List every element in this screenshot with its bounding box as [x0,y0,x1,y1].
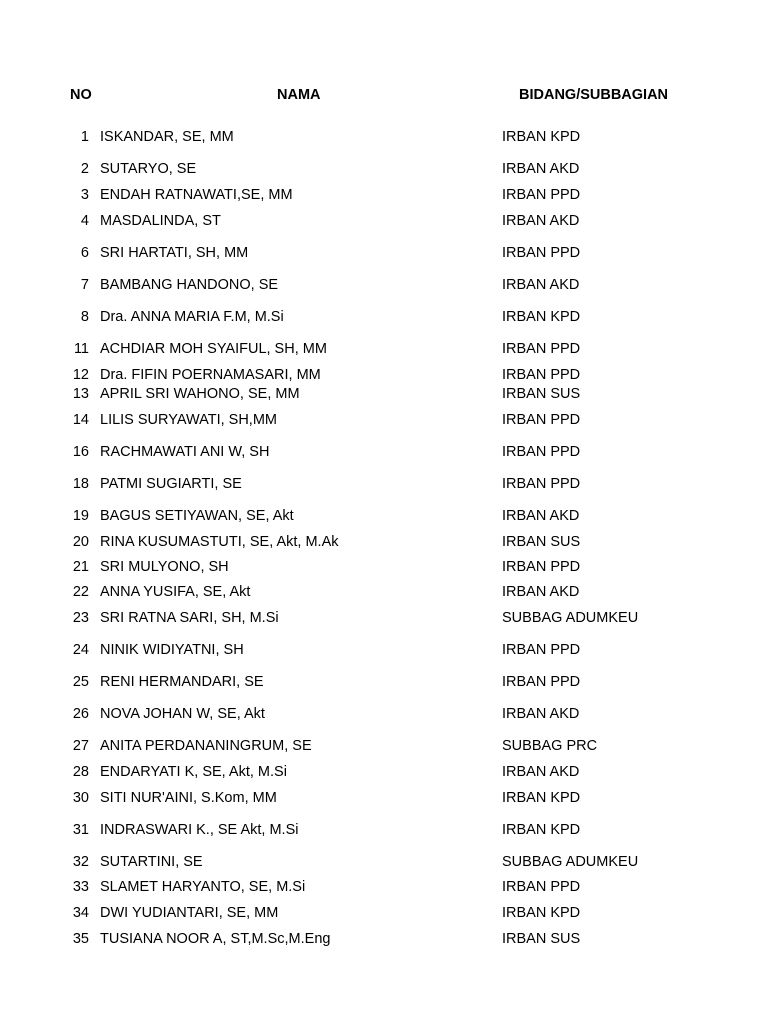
row-name: SRI MULYONO, SH [100,559,229,575]
row-name: SRI RATNA SARI, SH, M.Si [100,610,279,626]
row-number: 24 [72,642,89,658]
row-number: 27 [72,738,89,754]
row-name: APRIL SRI WAHONO, SE, MM [100,386,300,402]
row-number: 11 [73,341,89,357]
table-row [0,186,768,204]
row-number: 26 [72,706,89,722]
row-number: 30 [72,790,89,806]
row-number: 12 [72,367,89,383]
table-row [0,821,768,839]
row-division: IRBAN PPD [502,367,581,383]
row-name: ACHDIAR MOH SYAIFUL, SH, MM [100,341,327,357]
row-number: 19 [72,508,89,524]
row-name: PATMI SUGIARTI, SE [100,476,242,492]
table-row [0,789,768,807]
row-division: IRBAN KPD [502,790,581,806]
row-division: IRBAN PPD [502,187,581,203]
row-division: IRBAN KPD [502,822,581,838]
row-division: IRBAN SUS [502,534,581,550]
row-division: IRBAN AKD [502,764,580,780]
row-number: 4 [80,213,89,229]
table-row [0,641,768,659]
row-number: 13 [72,386,89,402]
row-number: 14 [72,412,89,428]
row-name: BAGUS SETIYAWAN, SE, Akt [100,508,294,524]
row-division: SUBBAG PRC [502,738,598,754]
row-name: ENDARYATI K, SE, Akt, M.Si [100,764,287,780]
table-row [0,507,768,525]
column-header-bidang: BIDANG/SUBBAGIAN [519,87,669,103]
row-division: IRBAN AKD [502,161,580,177]
table-row [0,212,768,230]
row-name: ANNA YUSIFA, SE, Akt [100,584,251,600]
row-number: 21 [72,559,89,575]
row-name: ISKANDAR, SE, MM [100,129,234,145]
row-name: SITI NUR'AINI, S.Kom, MM [100,790,277,806]
row-name: ANITA PERDANANINGRUM, SE [100,738,312,754]
row-division: IRBAN PPD [502,245,581,261]
row-name: NOVA JOHAN W, SE, Akt [100,706,265,722]
column-header-no: NO [70,87,92,103]
row-division: IRBAN AKD [502,277,580,293]
row-division: IRBAN AKD [502,508,580,524]
row-name: ENDAH RATNAWATI,SE, MM [100,187,293,203]
row-name: TUSIANA NOOR A, ST,M.Sc,M.Eng [100,931,331,947]
row-name: RACHMAWATI ANI W, SH [100,444,270,460]
table-row [0,308,768,326]
row-number: 8 [80,309,89,325]
row-number: 2 [80,161,89,177]
table-row [0,475,768,493]
row-division: IRBAN SUS [502,386,581,402]
row-division: IRBAN KPD [502,905,581,921]
row-number: 6 [80,245,89,261]
table-row [0,583,768,601]
row-name: DWI YUDIANTARI, SE, MM [100,905,279,921]
row-division: IRBAN PPD [502,879,581,895]
table-row [0,878,768,896]
column-header-nama: NAMA [277,87,321,103]
row-name: SRI HARTATI, SH, MM [100,245,249,261]
table-row [0,673,768,691]
row-number: 35 [72,931,89,947]
table-row [0,340,768,358]
table-row [0,904,768,922]
row-number: 32 [72,854,89,870]
row-division: IRBAN PPD [502,559,581,575]
table-row [0,385,768,403]
row-division: IRBAN AKD [502,213,580,229]
table-row [0,443,768,461]
table-row [0,930,768,948]
row-number: 18 [72,476,89,492]
row-division: IRBAN PPD [502,674,581,690]
row-name: SUTARTINI, SE [100,854,203,870]
table-row [0,853,768,871]
row-number: 7 [80,277,89,293]
row-division: IRBAN PPD [502,444,581,460]
row-name: BAMBANG HANDONO, SE [100,277,279,293]
row-division: IRBAN PPD [502,642,581,658]
row-name: SLAMET HARYANTO, SE, M.Si [100,879,306,895]
row-name: NINIK WIDIYATNI, SH [100,642,244,658]
row-division: IRBAN PPD [502,341,581,357]
row-name: Dra. ANNA MARIA F.M, M.Si [100,309,284,325]
row-name: MASDALINDA, ST [100,213,221,229]
table-row [0,705,768,723]
row-name: INDRASWARI K., SE Akt, M.Si [100,822,299,838]
row-number: 34 [72,905,89,921]
table-row [0,609,768,627]
row-division: IRBAN PPD [502,412,581,428]
row-number: 3 [80,187,89,203]
row-number: 33 [72,879,89,895]
row-division: IRBAN SUS [502,931,581,947]
row-number: 31 [72,822,89,838]
row-division: IRBAN KPD [502,129,581,145]
row-division: SUBBAG ADUMKEU [502,854,639,870]
table-row [0,533,768,551]
table-row [0,276,768,294]
table-row [0,160,768,178]
table-row [0,244,768,262]
row-division: IRBAN KPD [502,309,581,325]
row-division: SUBBAG ADUMKEU [502,610,639,626]
table-row [0,763,768,781]
row-name: SUTARYO, SE [100,161,197,177]
row-number: 28 [72,764,89,780]
table-row [0,558,768,576]
row-division: IRBAN PPD [502,476,581,492]
table-row [0,737,768,755]
row-number: 22 [72,584,89,600]
row-division: IRBAN AKD [502,584,580,600]
row-number: 25 [72,674,89,690]
row-name: LILIS SURYAWATI, SH,MM [100,412,277,428]
row-number: 1 [80,129,89,145]
row-name: Dra. FIFIN POERNAMASARI, MM [100,367,321,383]
row-number: 16 [72,444,89,460]
row-number: 23 [72,610,89,626]
row-name: RENI HERMANDARI, SE [100,674,264,690]
table-row [0,411,768,429]
row-number: 20 [72,534,89,550]
row-name: RINA KUSUMASTUTI, SE, Akt, M.Ak [100,534,339,550]
table-row [0,366,768,384]
table-row [0,128,768,146]
row-division: IRBAN AKD [502,706,580,722]
